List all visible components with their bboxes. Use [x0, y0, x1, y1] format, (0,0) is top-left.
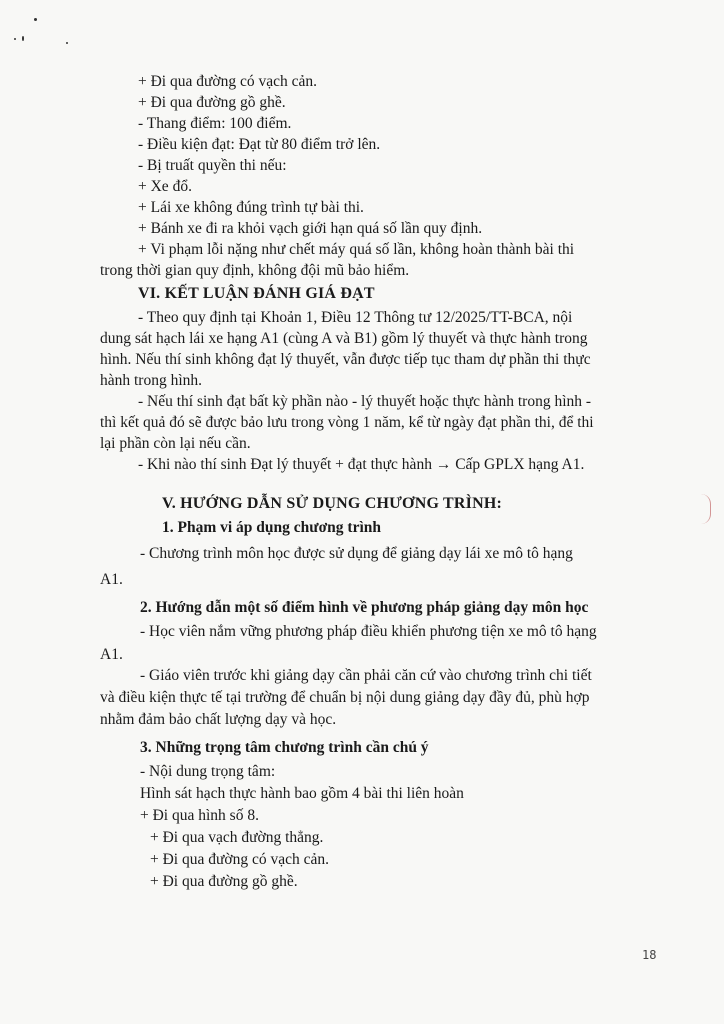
text-line: + Bánh xe đi ra khỏi vạch giới hạn quá số lần quy định. — [138, 220, 483, 237]
text-line: + Đi qua đường có vạch cản. — [150, 851, 329, 868]
text-line: + Xe đổ. — [138, 178, 192, 195]
text-line: - Thang điểm: 100 điểm. — [138, 115, 292, 132]
page-number: 18 — [642, 948, 657, 962]
section-heading: V. HƯỚNG DẪN SỬ DỤNG CHƯƠNG TRÌNH: — [162, 495, 502, 512]
text-line: lại phần còn lại nếu cần. — [100, 435, 251, 452]
text-line: hành trong hình. — [100, 372, 203, 389]
text-line: A1. — [100, 571, 123, 588]
scan-speck — [22, 36, 24, 41]
scan-speck — [66, 42, 68, 44]
text-line: + Đi qua đường gồ ghề. — [138, 94, 286, 111]
text-line: + Đi qua đường có vạch cản. — [138, 73, 317, 90]
text-line: + Lái xe không đúng trình tự bài thi. — [138, 199, 364, 216]
text-line: thì kết quả đó sẽ được bảo lưu trong vòng 1 năm, kể từ ngày đạt phần thi, để thi — [100, 414, 594, 431]
text-line: - Điều kiện đạt: Đạt từ 80 điểm trở lên. — [138, 136, 381, 153]
text-line: - Giáo viên trước khi giảng dạy cần phải căn cứ vào chương trình chi tiết — [140, 667, 592, 684]
text-line: - Nội dung trọng tâm: — [140, 763, 276, 780]
text-line: + Đi qua hình số 8. — [140, 807, 259, 824]
text-line: + Đi qua vạch đường thẳng. — [150, 829, 324, 846]
scan-mark — [700, 494, 711, 524]
text-line: - Theo quy định tại Khoản 1, Điều 12 Thông tư 12/2025/TT-BCA, nội — [138, 309, 573, 326]
text-line: - Nếu thí sinh đạt bất kỳ phần nào - lý thuyết hoặc thực hành trong hình - — [138, 393, 592, 410]
text-line: - Bị truất quyền thi nếu: — [138, 157, 287, 174]
scan-speck — [34, 18, 37, 21]
text-line: nhằm đảm bảo chất lượng dạy và học. — [100, 711, 337, 728]
text-line: + Đi qua đường gồ ghề. — [150, 873, 298, 890]
text-line: - Học viên nắm vững phương pháp điều khiển phương tiện xe mô tô hạng — [140, 623, 597, 640]
text-line: dung sát hạch lái xe hạng A1 (cùng A và B1) gồm lý thuyết và thực hành trong — [100, 330, 588, 347]
section-heading: VI. KẾT LUẬN ĐÁNH GIÁ ĐẠT — [138, 285, 375, 302]
text-line: - Khi nào thí sinh Đạt lý thuyết + đạt thực hành → Cấp GPLX hạng A1. — [138, 456, 585, 473]
text-line: và điều kiện thực tế tại trường để chuẩn bị nội dung giảng dạy đầy đủ, phù hợp — [100, 689, 590, 706]
text-line: - Chương trình môn học được sử dụng để giảng dạy lái xe mô tô hạng — [140, 545, 573, 562]
text-line: + Vi phạm lỗi nặng như chết máy quá số lần, không hoàn thành bài thi — [138, 241, 575, 258]
text-line: Hình sát hạch thực hành bao gồm 4 bài thi liên hoàn — [140, 785, 464, 802]
text-line: trong thời gian quy định, không đội mũ bảo hiểm. — [100, 262, 410, 279]
scan-speck — [14, 38, 16, 40]
subsection-heading: 3. Những trọng tâm chương trình cần chú ý — [140, 739, 429, 756]
subsection-heading: 1. Phạm vi áp dụng chương trình — [162, 519, 382, 536]
text-line: A1. — [100, 646, 123, 663]
subsection-heading: 2. Hướng dẫn một số điểm hình về phương pháp giảng dạy môn học — [140, 599, 589, 616]
text-line: hình. Nếu thí sinh không đạt lý thuyết, vẫn được tiếp tục tham dự phần thi thực — [100, 351, 591, 368]
